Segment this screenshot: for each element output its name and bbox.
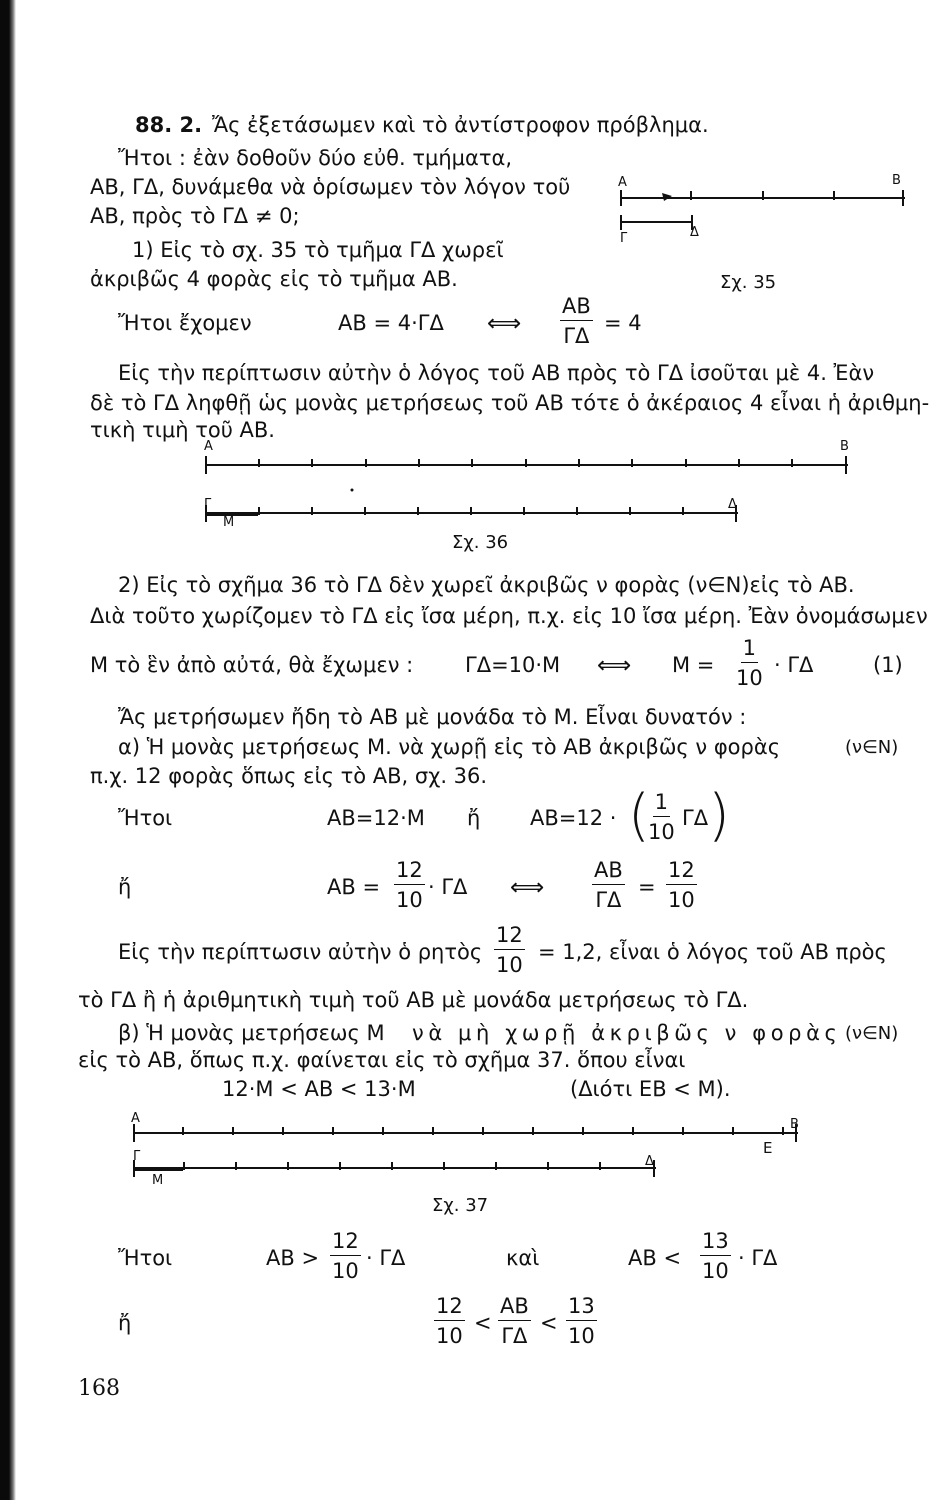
fig37-label-g: Γ bbox=[133, 1149, 141, 1164]
fig35-label-g: Γ bbox=[620, 231, 628, 246]
case-a-fraction-3-denominator: ΓΔ bbox=[595, 888, 622, 912]
final-and: καὶ bbox=[506, 1246, 540, 1270]
case-a-fraction-2-denominator: 10 bbox=[396, 888, 423, 912]
case-a-equation-2: ΑΒ=12 · bbox=[530, 806, 617, 830]
case-a-line-2: π.χ. 12 φορὰς ὅπως εἰς τὸ ΑΒ, σχ. 36. bbox=[90, 764, 488, 788]
case-a-fraction-1-tail: ΓΔ bbox=[682, 806, 709, 830]
fig35-caption: Σχ. 35 bbox=[720, 272, 777, 293]
fig36-label-d: Δ bbox=[728, 497, 737, 512]
case-a-or-2: ἤ bbox=[118, 875, 132, 899]
final-b-fraction bbox=[700, 1231, 731, 1282]
fig37-label-e: Ε bbox=[763, 1139, 773, 1157]
case1-conclusion-1: Εἰς τὴν περίπτωσιν αὐτὴν ὁ λόγος τοῦ ΑΒ πρὸς τὸ ΓΔ ἰσοῦται μὲ 4. Ἐὰν bbox=[118, 361, 875, 385]
case-a-hence: Ἤτοι bbox=[118, 806, 173, 830]
final-a-fraction bbox=[330, 1231, 361, 1282]
fig36-label-g: Γ bbox=[204, 497, 212, 512]
case2-equation-mid: Μ = bbox=[672, 653, 715, 677]
fig36-caption: Σχ. 36 bbox=[452, 532, 509, 553]
final-less-than-1: < bbox=[474, 1311, 492, 1335]
final-b-fraction-numerator: 13 bbox=[700, 1231, 731, 1256]
fig36-label-b: Β bbox=[840, 439, 849, 454]
case-a-fraction-3-numerator: ΑΒ bbox=[592, 860, 625, 885]
case-a-condition: (ν∈Ν) bbox=[845, 737, 899, 758]
case-a-left-paren: ( bbox=[628, 783, 650, 848]
case2-line-1: 2) Εἰς τὸ σχῆμα 36 τὸ ΓΔ δὲν χωρεῖ ἀκριβῶς ν φορὰς (ν∈Ν)εἰς τὸ ΑΒ. bbox=[118, 573, 855, 597]
final-a-fraction-numerator: 12 bbox=[330, 1231, 361, 1256]
final-c3-fraction-denominator: 10 bbox=[568, 1324, 595, 1348]
case2-line-3: Μ τὸ ἓν ἀπὸ αὐτά, θὰ ἔχωμεν : bbox=[90, 653, 414, 677]
final-c3-fraction-numerator: 13 bbox=[566, 1296, 597, 1321]
case1-conclusion-3: τικὴ τιμὴ τοῦ ΑΒ. bbox=[90, 418, 275, 442]
case1-line-2: ἀκριβῶς 4 φορὰς εἰς τὸ τμῆμα ΑΒ. bbox=[90, 267, 458, 291]
case-a-fraction-4-numerator: 12 bbox=[666, 860, 697, 885]
case-b-reason: (Διότι ΕΒ < Μ). bbox=[570, 1077, 731, 1101]
fig35-label-a: Α bbox=[618, 175, 627, 190]
case2-measure: Ἄς μετρήσωμεν ἤδη τὸ ΑΒ μὲ μονάδα τὸ Μ. Εἶναι δυνατόν : bbox=[118, 705, 747, 729]
case-b-line-1-pre: β) Ἡ μονὰς μετρήσεως Μ bbox=[118, 1021, 385, 1045]
final-c2-fraction-numerator: ΑΒ bbox=[498, 1296, 531, 1321]
final-b-pre: ΑΒ < bbox=[628, 1246, 682, 1270]
section-intro: Ἄς ἐξετάσωμεν καὶ τὸ ἀντίστροφον πρόβλημα. bbox=[212, 113, 709, 137]
case-a-fraction-2-tail: · ΓΔ bbox=[428, 875, 468, 899]
case1-equation-left: ΑΒ = 4·ΓΔ bbox=[338, 311, 444, 335]
final-c2-fraction-denominator: ΓΔ bbox=[501, 1324, 528, 1348]
case-a-fraction-4-denominator: 10 bbox=[668, 888, 695, 912]
case2-equation-left: ΓΔ=10·Μ bbox=[465, 653, 561, 677]
case-a-result-fraction-denominator: 10 bbox=[496, 953, 523, 977]
fig36-label-a: Α bbox=[204, 439, 213, 454]
case-a-result-fraction-numerator: 12 bbox=[494, 925, 525, 950]
final-a-tail: · ΓΔ bbox=[366, 1246, 406, 1270]
final-less-than-2: < bbox=[540, 1311, 558, 1335]
case-a-result-post: = 1,2, εἶναι ὁ λόγος τοῦ ΑΒ πρὸς bbox=[538, 940, 887, 964]
fig37-label-a: Α bbox=[131, 1111, 140, 1126]
final-b-tail: · ΓΔ bbox=[738, 1246, 778, 1270]
problem-line-3: ΑΒ, πρὸς τὸ ΓΔ ≠ 0; bbox=[90, 204, 300, 228]
case1-conclusion-2: δὲ τὸ ΓΔ ληφθῇ ὡς μονὰς μετρήσεως τοῦ ΑΒ τότε ὁ ἀκέραιος 4 εἶναι ἡ ἀριθμη- bbox=[90, 391, 930, 415]
final-c1-fraction-denominator: 10 bbox=[436, 1324, 463, 1348]
case-b-condition: (ν∈Ν) bbox=[845, 1023, 899, 1044]
case-a-or-1: ἤ bbox=[467, 806, 481, 830]
case-a-line-1: α) Ἡ μονὰς μετρήσεως Μ. νὰ χωρῇ εἰς τὸ ΑΒ ἀκριβῶς ν φορὰς bbox=[118, 735, 781, 759]
case1-fraction-numerator: ΑΒ bbox=[560, 296, 593, 321]
case-a-right-paren: ) bbox=[708, 783, 730, 848]
case2-fraction-denominator: 10 bbox=[736, 666, 763, 690]
final-a-pre: ΑΒ > bbox=[266, 1246, 320, 1270]
case2-equation-tail: · ΓΔ bbox=[774, 653, 814, 677]
fig35-label-b: Β bbox=[892, 173, 901, 188]
case1-equation-right: = 4 bbox=[604, 311, 642, 335]
case-a-equals: = bbox=[638, 875, 656, 899]
final-c2-fraction bbox=[498, 1296, 531, 1347]
case-b-line-2: εἰς τὸ ΑΒ, ὅπως π.χ. φαίνεται εἰς τὸ σχῆμα 37. ὅπου εἶναι bbox=[78, 1048, 686, 1072]
case1-iff: ⟺ bbox=[487, 309, 522, 337]
case2-iff: ⟺ bbox=[597, 651, 632, 679]
case-a-fraction-2-numerator: 12 bbox=[394, 860, 425, 885]
final-c1-fraction-numerator: 12 bbox=[434, 1296, 465, 1321]
final-c3-fraction bbox=[566, 1296, 597, 1347]
fig37-label-m: Μ bbox=[152, 1173, 164, 1188]
case-a-result-line-2: τὸ ΓΔ ἢ ἡ ἀριθμητικὴ τιμὴ τοῦ ΑΒ μὲ μονάδα μετρήσεως τὸ ΓΔ. bbox=[78, 988, 749, 1012]
fig35-label-d: Δ bbox=[690, 225, 699, 240]
final-hence: Ἤτοι bbox=[118, 1246, 173, 1270]
case2-line-2: Διὰ τοῦτο χωρίζομεν τὸ ΓΔ εἰς ἴσα μέρη, π.χ. εἰς 10 ἴσα μέρη. Ἐὰν ὀνομάσωμεν bbox=[90, 604, 928, 628]
case-b-inequality: 12·Μ < ΑΒ < 13·Μ bbox=[222, 1077, 416, 1101]
final-a-fraction-denominator: 10 bbox=[332, 1259, 359, 1283]
case1-fraction-denominator: ΓΔ bbox=[563, 324, 590, 348]
case-b-line-1-spaced: νὰ μὴ χωρῇ ἀκριβῶς ν φορὰς bbox=[412, 1021, 842, 1045]
problem-line-1: Ἤτοι : ἐὰν δοθοῦν δύο εὐθ. τμήματα, bbox=[118, 146, 513, 170]
case-a-equation-1: ΑΒ=12·Μ bbox=[327, 806, 425, 830]
problem-line-2: ΑΒ, ΓΔ, δυνάμεθα νὰ ὁρίσωμεν τὸν λόγον τοῦ bbox=[90, 175, 571, 199]
case1-hence-label: Ἤτοι ἔχομεν bbox=[118, 311, 252, 335]
final-b-fraction-denominator: 10 bbox=[702, 1259, 729, 1283]
case-a-fraction-1-numerator: 1 bbox=[653, 792, 670, 817]
case-a-fraction-1-denominator: 10 bbox=[648, 820, 675, 844]
page-number: 168 bbox=[78, 1376, 120, 1401]
case2-equation-number: (1) bbox=[873, 653, 903, 677]
case-a-iff: ⟺ bbox=[510, 873, 545, 901]
case-a-equation-3: ΑΒ = bbox=[327, 875, 381, 899]
section-number: 88. 2. bbox=[135, 113, 203, 137]
final-or: ἤ bbox=[118, 1311, 132, 1335]
fig37-label-d: Δ bbox=[645, 1154, 654, 1169]
fig36-label-m: Μ bbox=[223, 515, 235, 530]
final-c1-fraction bbox=[434, 1296, 465, 1347]
fig37-caption: Σχ. 37 bbox=[432, 1195, 489, 1216]
case2-fraction-numerator: 1 bbox=[741, 638, 758, 663]
fig37-label-b: Β bbox=[790, 1117, 799, 1132]
case1-line-1: 1) Εἰς τὸ σχ. 35 τὸ τμῆμα ΓΔ χωρεῖ bbox=[132, 238, 504, 262]
case-a-result-pre: Εἰς τὴν περίπτωσιν αὐτὴν ὁ ρητὸς bbox=[118, 940, 483, 964]
